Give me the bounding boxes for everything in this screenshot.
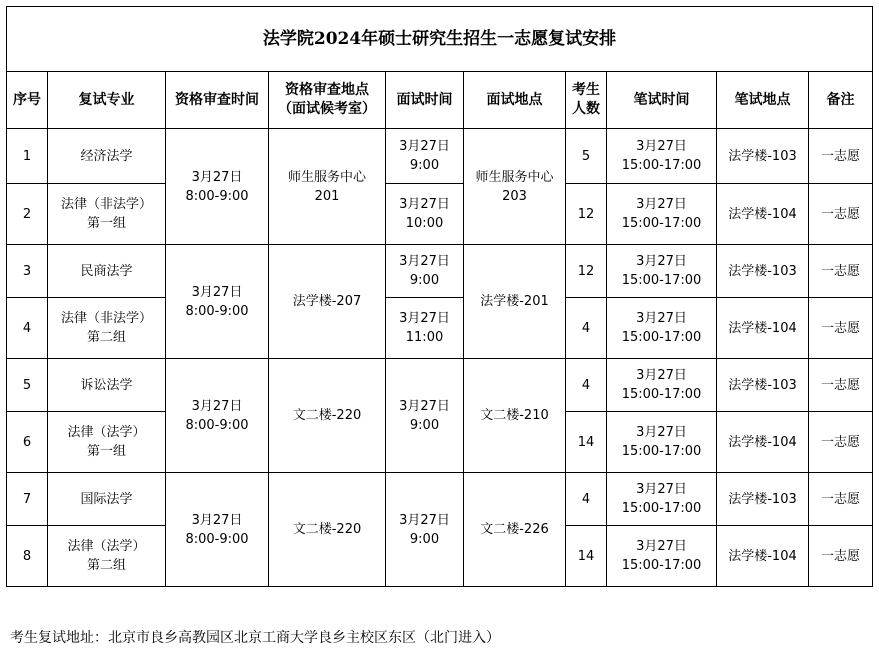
cell-qual-time: 3月27日 8:00-9:00 xyxy=(166,129,269,245)
header-row xyxy=(7,72,873,129)
cell-seq: 6 xyxy=(7,412,48,473)
header-interview-place: 面试地点 xyxy=(464,72,566,129)
table-row xyxy=(7,359,873,412)
header-interview-time: 面试时间 xyxy=(386,72,464,129)
cell-written-time: 3月27日 15:00-17:00 xyxy=(607,245,717,298)
cell-qual-place: 师生服务中心 201 xyxy=(269,129,386,245)
cell-interview-time: 3月27日 9:00 xyxy=(386,129,464,184)
cell-written-place: 法学楼-104 xyxy=(717,526,809,587)
cell-interview-time: 3月27日 9:00 xyxy=(386,473,464,587)
cell-count: 5 xyxy=(566,129,607,184)
cell-count: 4 xyxy=(566,359,607,412)
header-seq: 序号 xyxy=(7,72,48,129)
cell-note: 一志愿 xyxy=(809,245,873,298)
cell-count: 12 xyxy=(566,184,607,245)
cell-interview-place: 师生服务中心 203 xyxy=(464,129,566,245)
cell-written-place: 法学楼-103 xyxy=(717,359,809,412)
cell-count: 12 xyxy=(566,245,607,298)
table-row xyxy=(7,473,873,526)
exam-address-note: 考生复试地址：北京市良乡高教园区北京工商大学良乡主校区东区（北门进入） xyxy=(10,630,500,646)
cell-major: 法律（法学） 第二组 xyxy=(48,526,166,587)
cell-qual-place: 文二楼-220 xyxy=(269,473,386,587)
cell-written-time: 3月27日 15:00-17:00 xyxy=(607,359,717,412)
cell-note: 一志愿 xyxy=(809,298,873,359)
cell-qual-time: 3月27日 8:00-9:00 xyxy=(166,359,269,473)
cell-qual-time: 3月27日 8:00-9:00 xyxy=(166,473,269,587)
cell-seq: 2 xyxy=(7,184,48,245)
cell-written-place: 法学楼-104 xyxy=(717,298,809,359)
cell-written-place: 法学楼-103 xyxy=(717,473,809,526)
cell-written-place: 法学楼-103 xyxy=(717,245,809,298)
cell-written-time: 3月27日 15:00-17:00 xyxy=(607,473,717,526)
header-note: 备注 xyxy=(809,72,873,129)
cell-seq: 7 xyxy=(7,473,48,526)
cell-count: 14 xyxy=(566,526,607,587)
table-title: 法学院2024年硕士研究生招生一志愿复试安排 xyxy=(7,7,873,72)
schedule-table xyxy=(6,6,873,587)
cell-note: 一志愿 xyxy=(809,184,873,245)
table-row xyxy=(7,298,873,359)
table-row xyxy=(7,184,873,245)
cell-note: 一志愿 xyxy=(809,526,873,587)
cell-seq: 3 xyxy=(7,245,48,298)
cell-count: 14 xyxy=(566,412,607,473)
cell-qual-place: 文二楼-220 xyxy=(269,359,386,473)
cell-written-time: 3月27日 15:00-17:00 xyxy=(607,184,717,245)
cell-written-time: 3月27日 15:00-17:00 xyxy=(607,526,717,587)
cell-count: 4 xyxy=(566,473,607,526)
cell-note: 一志愿 xyxy=(809,129,873,184)
cell-written-time: 3月27日 15:00-17:00 xyxy=(607,412,717,473)
cell-interview-place: 文二楼-226 xyxy=(464,473,566,587)
header-major: 复试专业 xyxy=(48,72,166,129)
cell-major: 法律（非法学） 第一组 xyxy=(48,184,166,245)
header-qual-time: 资格审查时间 xyxy=(166,72,269,129)
cell-written-place: 法学楼-104 xyxy=(717,412,809,473)
cell-written-place: 法学楼-104 xyxy=(717,184,809,245)
cell-seq: 4 xyxy=(7,298,48,359)
cell-major: 法律（法学） 第一组 xyxy=(48,412,166,473)
header-written-time: 笔试时间 xyxy=(607,72,717,129)
cell-qual-place: 法学楼-207 xyxy=(269,245,386,359)
header-written-place: 笔试地点 xyxy=(717,72,809,129)
cell-major: 诉讼法学 xyxy=(48,359,166,412)
cell-major: 法律（非法学） 第二组 xyxy=(48,298,166,359)
cell-written-time: 3月27日 15:00-17:00 xyxy=(607,298,717,359)
cell-interview-time: 3月27日 9:00 xyxy=(386,359,464,473)
cell-note: 一志愿 xyxy=(809,412,873,473)
cell-count: 4 xyxy=(566,298,607,359)
cell-seq: 5 xyxy=(7,359,48,412)
cell-interview-time: 3月27日 9:00 xyxy=(386,245,464,298)
cell-interview-time: 3月27日 10:00 xyxy=(386,184,464,245)
cell-interview-time: 3月27日 11:00 xyxy=(386,298,464,359)
cell-major: 国际法学 xyxy=(48,473,166,526)
table-row xyxy=(7,129,873,184)
cell-seq: 1 xyxy=(7,129,48,184)
header-count: 考生 人数 xyxy=(566,72,607,129)
cell-major: 民商法学 xyxy=(48,245,166,298)
cell-major: 经济法学 xyxy=(48,129,166,184)
table-row xyxy=(7,245,873,298)
cell-interview-place: 法学楼-201 xyxy=(464,245,566,359)
cell-note: 一志愿 xyxy=(809,359,873,412)
cell-seq: 8 xyxy=(7,526,48,587)
cell-written-time: 3月27日 15:00-17:00 xyxy=(607,129,717,184)
cell-interview-place: 文二楼-210 xyxy=(464,359,566,473)
cell-written-place: 法学楼-103 xyxy=(717,129,809,184)
header-qual-place: 资格审查地点 （面试候考室） xyxy=(269,72,386,129)
cell-note: 一志愿 xyxy=(809,473,873,526)
cell-qual-time: 3月27日 8:00-9:00 xyxy=(166,245,269,359)
